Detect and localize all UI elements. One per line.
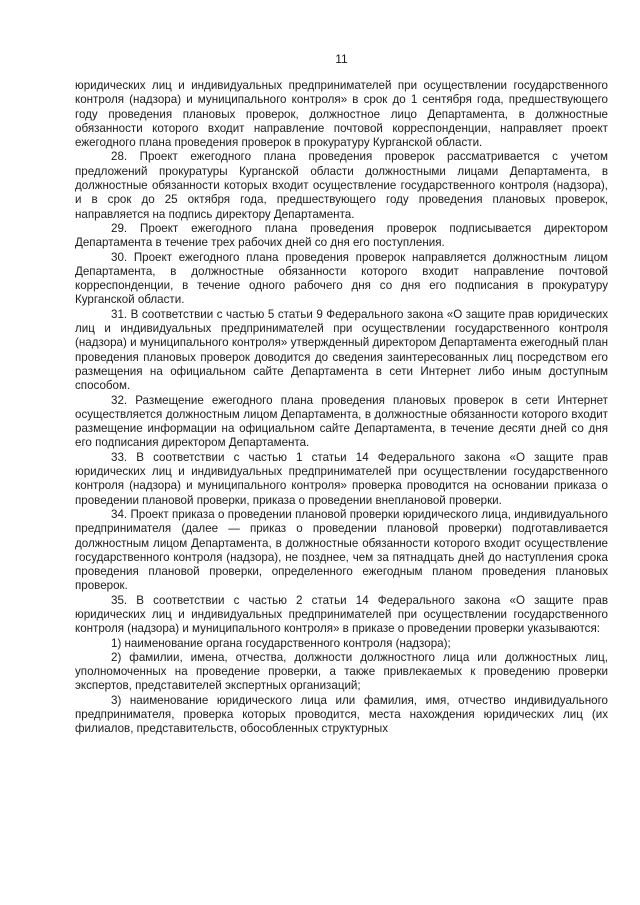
list-item-3: 3) наименование юридического лица или фамилия, имя, отчество индивидуального предпринимателя, проверка которых проводится, места нахождения юридических лиц (их филиалов, представительств, обособленных структурных (75, 693, 608, 736)
list-item-1: 1) наименование органа государственного контроля (надзора); (111, 636, 451, 650)
paragraph-31: 31. В соответствии с частью 5 статьи 9 Федерального закона «О защите прав юридических лиц и индивидуальных предпринимателей при осуществлении государственного контроля (надзора) и муниципального контроля» утвержденный директором Департамента ежегодный план проведения плановых проверок доводится до сведения заинтересованных лиц посредством его размещения на официальном сайте Департамента в сети Интернет либо иным доступным способом. (75, 307, 608, 393)
paragraph-29: 29. Проект ежегодного плана проведения проверок подписывается директором Департамента в течение трех рабочих дней со дня его поступления. (75, 221, 608, 250)
paragraph-33: 33. В соответствии с частью 1 статьи 14 Федерального закона «О защите прав юридических лиц и индивидуальных предпринимателей при осуществлении государственного контроля (надзора) и муниципального контроля» проверка проводится на основании приказа о проведении плановой проверки, приказа о проведении внеплановой проверки. (75, 450, 608, 507)
paragraph-35: 35. В соответствии с частью 2 статьи 14 Федерального закона «О защите прав юридических лиц и индивидуальных предпринимателей при осуществлении государственного контроля (надзора) и муниципального контроля» в приказе о проведении проверки указываются: (75, 593, 608, 636)
paragraph-34: 34. Проект приказа о проведении плановой проверки юридического лица, индивидуального предпринимателя (далее — приказ о проведении плановой проверки) подготавливается должностным лицом Департамента, в должностные обязанности которого входит осуществление государственного контроля (надзора), не позднее, чем за пятнадцать дней до наступления срока проведения плановой проверки, определенного ежегодным планом проведения плановых проверок. (75, 507, 608, 593)
page-number: 11 (335, 52, 348, 66)
document-body (75, 79, 608, 737)
list-item-2: 2) фамилии, имена, отчества, должности должностного лица или должностных лиц, уполномоченных на проведение проверки, а также привлекаемых к проведению проверки экспертов, представителей экспертных организаций; (75, 650, 608, 693)
paragraph-continuation: юридических лиц и индивидуальных предпринимателей при осуществлении государственного контроля (надзора) и муниципального контроля» в срок до 1 сентября года, предшествующего году проведения плановых проверок, должностное лицо Департамента, в должностные обязанности которого входит направление почтовой корреспонденции, направляет проект ежегодного плана проведения проверок в прокуратуру Курганской области. (75, 79, 608, 150)
paragraph-28: 28. Проект ежегодного плана проведения проверок рассматривается с учетом предложений прокуратуры Курганской области должностными лицами Департамента, в должностные обязанности которых входит осуществление государственного контроля (надзора), и в срок до 25 октября года, предшествующего году проведения плановых проверок, направляется на подпись директору Департамента. (75, 150, 608, 221)
paragraph-30: 30. Проект ежегодного плана проведения проверок направляется должностным лицом Департамента, в должностные обязанности которого входит направление почтовой корреспонденции, в течение одного рабочего дня со дня его подписания в прокуратуру Курганской области. (75, 250, 608, 307)
paragraph-32: 32. Размещение ежегодного плана проведения плановых проверок в сети Интернет осуществляется должностным лицом Департамента, в должностные обязанности которого входит размещение информации на официальном сайте Департамента, в течение десяти дней со дня его подписания директором Департамента. (75, 393, 608, 450)
